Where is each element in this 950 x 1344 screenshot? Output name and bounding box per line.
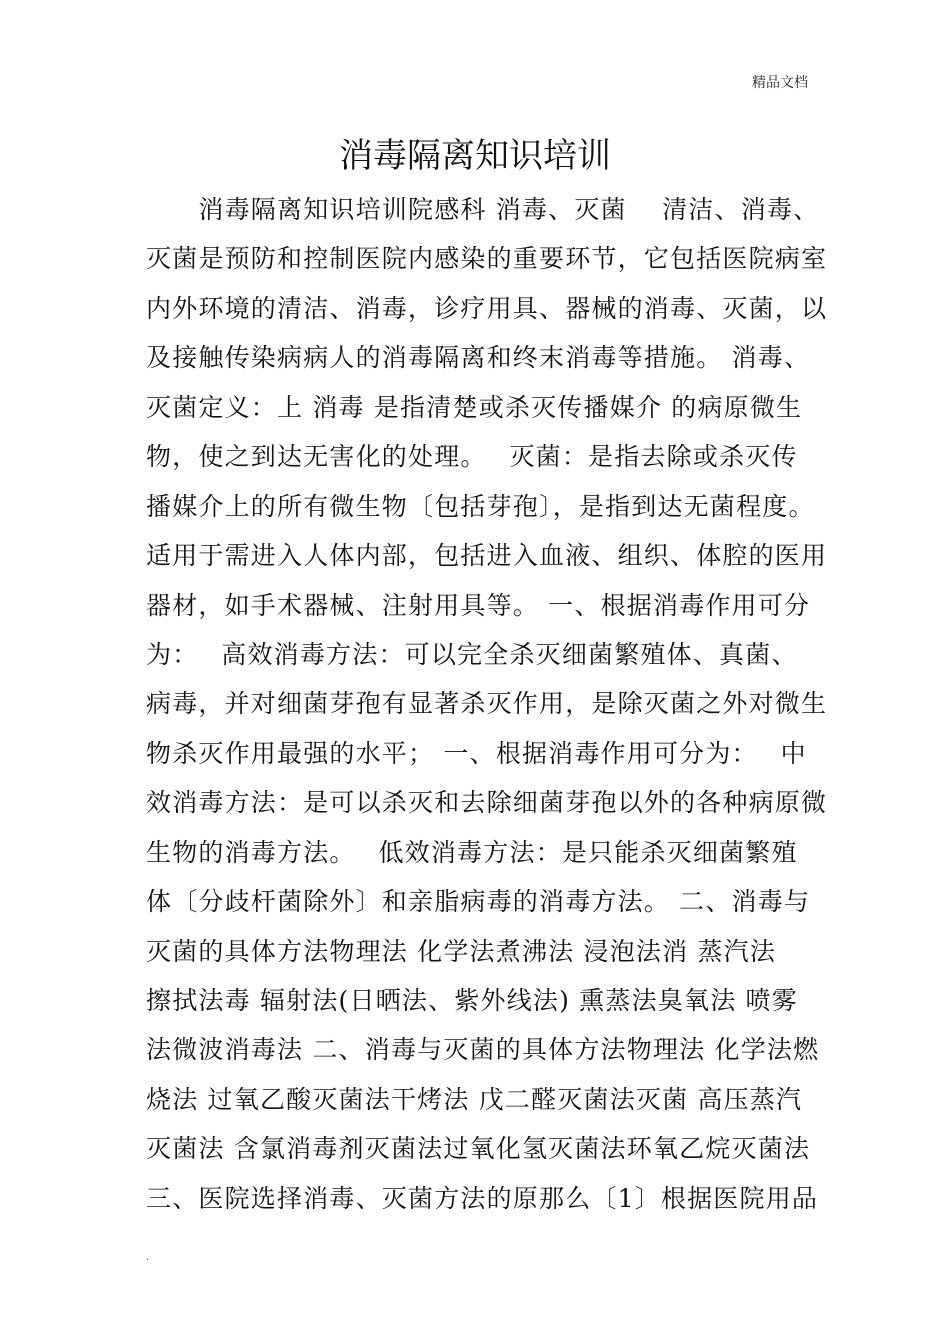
body-line: 灭菌法 含氯消毒剂灭菌法过氧化氢灭菌法环氧乙烷灭菌法 — [146, 1134, 811, 1164]
body-line: 器材，如手术器械、注射用具等。 一、根据消毒作用可分 — [146, 590, 811, 620]
body-line: 播媒介上的所有微生物〔包括芽孢〕，是指到达无菌程度。 — [146, 491, 815, 521]
body-line: 烧法 过氧乙酸灭菌法干烤法 戊二醛灭菌法灭菌 高压蒸汽 — [146, 1084, 803, 1114]
document-title: 消毒隔离知识培训 — [339, 136, 611, 176]
body-line: 体〔分歧杆菌除外〕和亲脂病毒的消毒方法。 二、消毒与 — [146, 887, 811, 917]
body-line: 效消毒方法：是可以杀灭和去除细菌芽孢以外的各种病原微 — [146, 788, 828, 818]
body-line: 灭菌的具体方法物理法 化学法煮沸法 浸泡法消 蒸汽法 — [146, 936, 777, 966]
body-line: 物杀灭作用最强的水平； 一、根据消毒作用可分为： 中 — [146, 738, 807, 768]
body-line: 病毒，并对细菌芽孢有显著杀灭作用，是除灭菌之外对微生 — [146, 689, 828, 719]
body-line: 为： 高效消毒方法：可以完全杀灭细菌繁殖体、真菌、 — [146, 639, 798, 669]
footer-mark: . — [146, 1252, 150, 1263]
body-line: 内外环境的清洁、消毒，诊疗用具、器械的消毒、灭菌，以 — [146, 293, 828, 323]
body-line: 生物的消毒方法。 低效消毒方法：是只能杀灭细菌繁殖 — [146, 837, 798, 867]
body-line: 消毒隔离知识培训院感科 消毒、灭菌 清洁、消毒、 — [146, 195, 820, 224]
header-label: 精品文档 — [752, 75, 808, 91]
body-line: 三、医院选择消毒、灭菌方法的原那么〔1〕根据医院用品 — [146, 1183, 819, 1213]
body-line: 物，使之到达无害化的处理。 灭菌：是指去除或杀灭传 — [146, 442, 798, 472]
body-line: 灭菌定义：上 消毒 是指清楚或杀灭传播媒介 的病原微生 — [146, 392, 803, 422]
body-line: 及接触传染病病人的消毒隔离和终末消毒等措施。 消毒、 — [146, 343, 811, 373]
body-line: 灭菌是预防和控制医院内感染的重要环节，它包括医院病室 — [146, 244, 828, 274]
body-line: 法微波消毒法 二、消毒与灭菌的具体方法物理法 化学法燃 — [146, 1035, 820, 1065]
body-line: 适用于需进入人体内部，包括进入血液、组织、体腔的医用 — [146, 541, 828, 571]
body-line: 擦拭法毒 辐射法(日晒法、紫外线法) 熏蒸法臭氧法 喷雾 — [146, 986, 798, 1015]
document-body — [146, 185, 828, 1223]
